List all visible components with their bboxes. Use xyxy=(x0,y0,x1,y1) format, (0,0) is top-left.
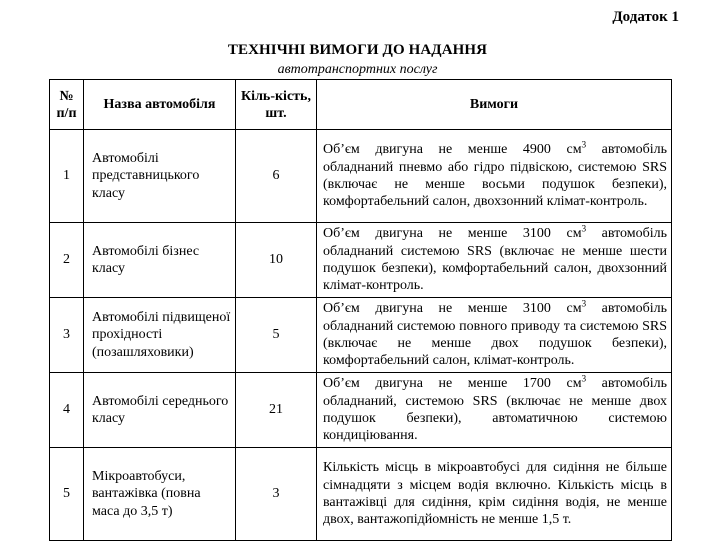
vehicle-quantity: 6 xyxy=(236,130,317,223)
vehicle-name: Автомобілі представницького класу xyxy=(84,130,236,223)
unit-superscript: 3 xyxy=(581,298,587,309)
requirement-text: Об’єм двигуна не менше 1700 см xyxy=(323,376,582,392)
requirement-text-continued: автомобіль обладнаний пневмо або гідро підвіскою, системою SRS (включає не менше восьми подушок безпеки), комфортабельний салон, двохзонний клімат-контроль. xyxy=(323,142,668,210)
requirement-text: Об’єм двигуна не менше 4900 см xyxy=(323,142,582,158)
requirements-table xyxy=(49,79,672,541)
vehicle-quantity: 10 xyxy=(236,223,317,298)
table-row xyxy=(50,223,672,298)
vehicle-name: Мікроавтобуси, вантажівка (повна маса до 3,5 т) xyxy=(84,448,236,541)
vehicle-requirements xyxy=(317,298,672,373)
row-number: 3 xyxy=(50,298,84,373)
document-subtitle: автотранспортних послуг xyxy=(277,62,438,77)
requirement-text-continued: автомобіль обладнаний системою SRS (включає не менше шести подушок безпеки), комфортабельний салон, двохзонний клімат-контроль. xyxy=(323,226,668,294)
unit-superscript: 3 xyxy=(581,223,587,234)
header-requirements: Вимоги xyxy=(317,80,672,130)
header-number: № п/п xyxy=(50,80,84,130)
appendix-label: Додаток 1 xyxy=(612,9,679,25)
vehicle-quantity: 5 xyxy=(236,298,317,373)
requirement-text: Об’єм двигуна не менше 3100 см xyxy=(323,226,582,242)
vehicle-requirements xyxy=(317,448,672,541)
table-header-row xyxy=(50,80,672,130)
vehicle-name: Автомобілі середнього класу xyxy=(84,373,236,448)
vehicle-quantity: 21 xyxy=(236,373,317,448)
header-vehicle-name: Назва автомобіля xyxy=(84,80,236,130)
requirement-text-continued: автомобіль обладнаний, системою SRS (включає не менше двох подушок безпеки), автоматичною системою кондиціювання. xyxy=(323,376,668,444)
row-number: 4 xyxy=(50,373,84,448)
requirement-text: Кількість місць в мікроавтобусі для сидіння не більше сімнадцяти з місцем водія включно. Кількість місць в вантажівці для сидіння, крім сидіння водія, не менше двох, вантажопідйомність не менше 1,5 т. xyxy=(323,460,667,528)
table-row xyxy=(50,373,672,448)
vehicle-quantity: 3 xyxy=(236,448,317,541)
row-number: 2 xyxy=(50,223,84,298)
requirement-text-continued: автомобіль обладнаний системою повного приводу та системою SRS (включає не менше двох подушок безпеки), комфортабельний салон, клімат-контроль. xyxy=(323,301,668,369)
vehicle-name: Автомобілі підвищеної прохідності (позашляховики) xyxy=(84,298,236,373)
unit-superscript: 3 xyxy=(581,139,587,150)
vehicle-requirements xyxy=(317,223,672,298)
table-row xyxy=(50,448,672,541)
vehicle-requirements xyxy=(317,130,672,223)
vehicle-name: Автомобілі бізнес класу xyxy=(84,223,236,298)
table-row xyxy=(50,130,672,223)
row-number: 1 xyxy=(50,130,84,223)
table-row xyxy=(50,298,672,373)
unit-superscript: 3 xyxy=(581,373,587,384)
vehicle-requirements xyxy=(317,373,672,448)
row-number: 5 xyxy=(50,448,84,541)
header-quantity: Кіль-кість, шт. xyxy=(236,80,317,130)
document-title: ТЕХНІЧНІ ВИМОГИ ДО НАДАННЯ xyxy=(227,42,488,58)
requirement-text: Об’єм двигуна не менше 3100 см xyxy=(323,301,582,317)
